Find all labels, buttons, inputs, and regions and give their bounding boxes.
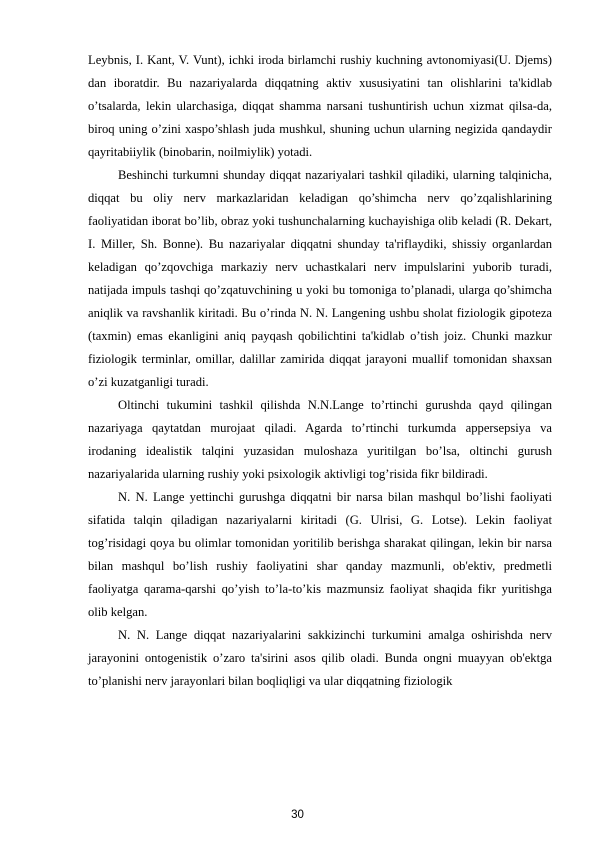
- paragraph-fifth-group: Beshinchi turkumni shunday diqqat nazariyalari tashkil qiladiki, ularning talqinicha, diqqat bu oliy nerv markazlaridan keladigan qo’shimcha nerv qo’zqalishlarining faoliyatidan iborat bo’lib, obraz yoki tushunchalarning kuchayishiga olib keladi (R. Dekart, I. Miller, Sh. Bonne). Bu nazariyalar diqqatni shunday ta'riflaydiki, shissiy organlardan keladigan qo’zqovchiga markaziy nerv uchastkalari nerv impulslarini yuborib turadi, natijada impuls tashqi qo’zqatuvchining u yoki bu tomoniga to’planadi, ularga qo’shimcha aniqlik va ravshanlik kiritadi. Bu o’rinda N. N. Langening ushbu sholat fiziologik gipoteza (taxmin) emas ekanligini aniq payqash qobilichtini ta'kidlab o’tish joiz. Chunki mazkur fiziologik terminlar, omillar, dalillar zamirida diqqat jarayoni muallif tomonidan shaxsan o’zi kuzatganligi turadi.: [88, 168, 552, 389]
- paragraph-continuation: Leybnis, I. Kant, V. Vunt), ichki iroda birlamchi rushiy kuchning avtonomiyasi(U. Djems) dan iboratdir. Bu nazariyalarda diqqatning aktiv xususiyatini tan olishlarini ta'kidlab o’tsalarda, lekin ularchasiga, diqqat shamma narsani tushuntirish uchun xizmat qilsa-da, biroq uning o’zini xaspo’shlash juda mushkul, shuning uchun ularning negizida qandaydir qayritabiiylik (binobarin, noilmiylik) yotadi.: [88, 53, 552, 159]
- paragraph-seventh-group: N. N. Lange yettinchi gurushga diqqatni bir narsa bilan mashqul bo’lishi faoliyati sifatida talqin qiladigan nazariyalarni kiritadi (G. Ulrisi, G. Lotse). Lekin faoliyat tog’risidagi qoya bu olimlar tomonidan yoritilib berishga sharakat qilingan, lekin bir narsa bilan mashqul bo’lish rushiy faoliyatini shar qanday mazmunli, ob'ektiv, predmetli faoliyatga qarama-qarshi qo’yish to’la-to’kis mazmunsiz faoliyat shaqida fikr yuritishga olib kelgan.: [88, 490, 552, 619]
- paragraph-sixth-group: Oltinchi tukumini tashkil qilishda N.N.Lange to’rtinchi gurushda qayd qilingan nazariyaga qaytatdan murojaat qiladi. Agarda to’rtinchi turkumda appersepsiya va irodaning idealistik talqini yuzasidan muloshaza yuritilgan bo’lsa, oltinchi gurush nazariyalarida ularning rushiy yoki psixologik aktivligi tog’risida fikr bildiradi.: [88, 398, 552, 481]
- paragraph-eighth-group: N. N. Lange diqqat nazariyalarini sakkizinchi turkumini amalga oshirishda nerv jarayonini ontogenistik o’zaro ta'sirini asos qilib oladi. Bunda ongni muayyan ob'ektga to’planishi nerv jarayonlari bilan boqliqligi va ular diqqatning fiziologik: [88, 628, 552, 688]
- page-number: 30: [291, 809, 304, 821]
- body-text: [88, 49, 552, 693]
